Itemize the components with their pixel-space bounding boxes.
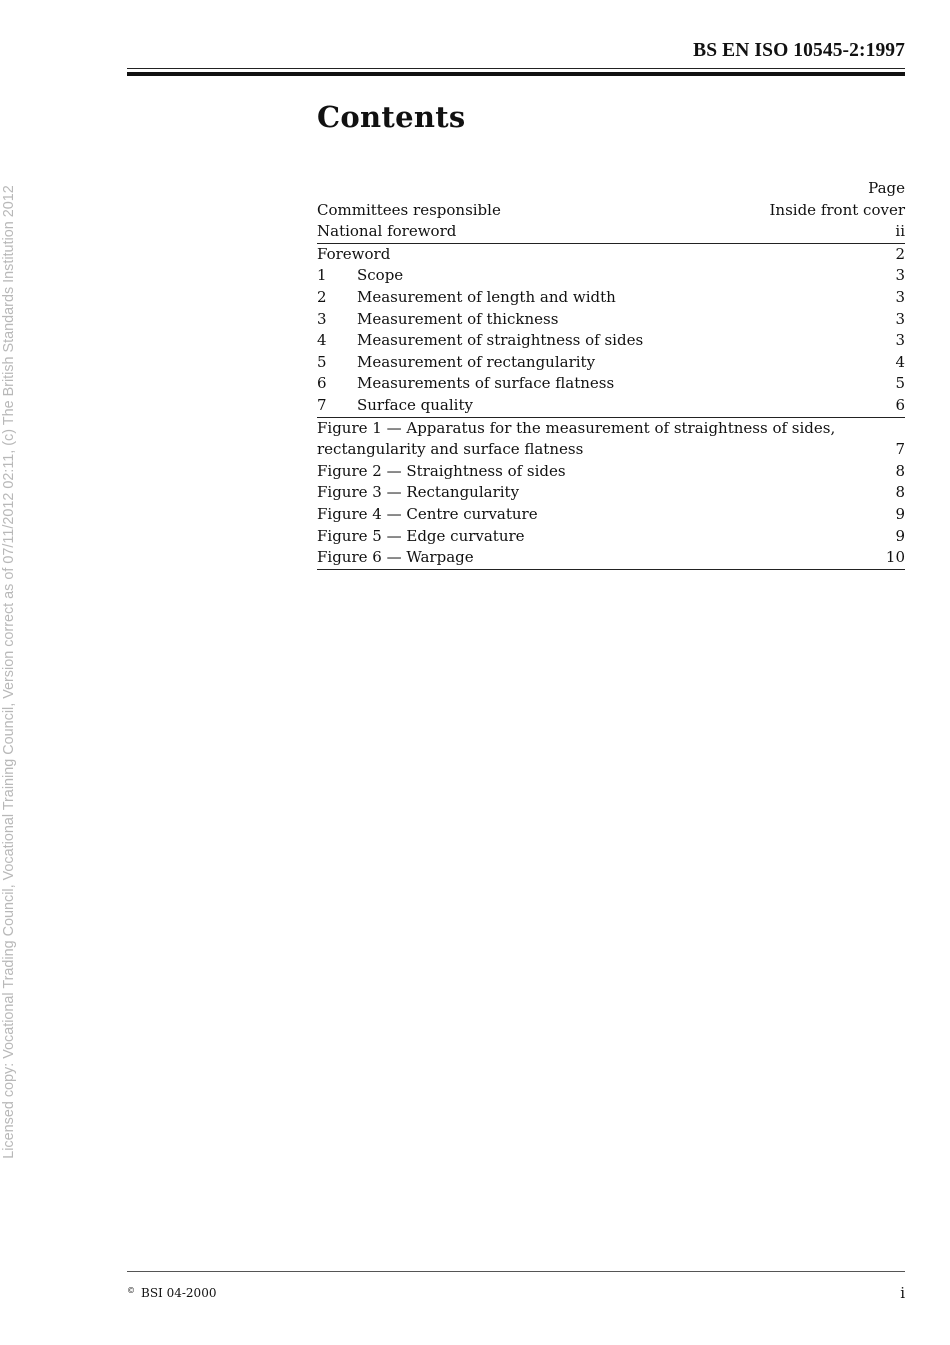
toc-entry-number: 2 (317, 287, 327, 306)
footer-copyright (127, 1286, 216, 1300)
license-watermark-text: Licensed copy: Vocational Trading Council, Vocational Training Council, Version correct as of 07/11/2012 02:11, (c) The British Standards Institution 2012 (1, 185, 17, 1159)
document-reference: BS EN ISO 10545-2:1997 (693, 40, 905, 61)
toc-figure-row[interactable] (317, 482, 905, 504)
toc-entry-label: Committees responsible (317, 200, 501, 219)
toc-figure-page: 10 (885, 548, 905, 567)
toc-row[interactable] (317, 287, 905, 309)
toc-entry-page: 3 (895, 331, 905, 350)
toc-entry-page: ii (895, 222, 905, 241)
toc-row[interactable] (317, 395, 905, 418)
toc-entry-label: Measurement of length and width (357, 287, 616, 306)
toc-entry-number: 1 (317, 266, 327, 285)
toc-figure-label: Figure 5 — Edge curvature (317, 526, 525, 545)
toc-row[interactable] (317, 352, 905, 374)
toc-page-heading: Page (868, 179, 905, 197)
toc-row[interactable] (317, 309, 905, 331)
toc-entry-label: Measurement of rectangularity (357, 352, 596, 371)
toc-figure-label: Figure 2 — Straightness of sides (317, 461, 566, 480)
toc-entry-label: Scope (357, 266, 404, 285)
toc-figure-row[interactable] (317, 504, 905, 526)
toc-figure-row[interactable] (317, 547, 905, 570)
toc-figure-label: Figure 1 — Apparatus for the measurement of straightness of sides, rectangularity and surface flatness (317, 418, 836, 459)
toc-figure-row[interactable] (317, 418, 905, 461)
toc-entry-label: Measurements of surface flatness (357, 374, 615, 393)
header-rule-thick (127, 72, 905, 76)
toc-entry-page: 3 (895, 309, 905, 328)
toc-figure-page: 8 (895, 483, 905, 502)
copyright-symbol: © (127, 1286, 135, 1295)
toc-entry-number: 5 (317, 352, 327, 371)
toc-figure-page: 9 (895, 526, 905, 545)
toc-row[interactable] (317, 244, 905, 266)
toc-entry-number: 6 (317, 374, 327, 393)
page-title: Contents (317, 100, 466, 134)
toc-row[interactable] (317, 221, 905, 244)
toc-figure-page: 8 (895, 461, 905, 480)
toc-figure-label: Figure 3 — Rectangularity (317, 483, 520, 502)
toc-entry-page: 6 (895, 395, 905, 414)
toc-figure-page: 9 (895, 504, 905, 523)
toc-entry-number: 3 (317, 309, 327, 328)
table-of-contents (317, 178, 905, 570)
toc-entry-page: 3 (895, 287, 905, 306)
toc-entry-page: Inside front cover (769, 200, 905, 219)
toc-entry-number: 4 (317, 331, 327, 350)
toc-entry-page: 5 (895, 374, 905, 393)
toc-entry-label: Measurement of straightness of sides (357, 331, 644, 350)
toc-figure-row[interactable] (317, 526, 905, 548)
header-rule-thin (127, 68, 905, 69)
toc-entry-label: Measurement of thickness (357, 309, 559, 328)
footer-publisher: BSI 04-2000 (141, 1286, 217, 1300)
license-watermark (0, 0, 20, 1345)
toc-entry-number: 7 (317, 395, 327, 414)
toc-entry-page: 2 (895, 244, 905, 263)
toc-entry-label: Foreword (317, 244, 391, 263)
toc-figure-label: Figure 4 — Centre curvature (317, 504, 538, 523)
toc-entry-page: 4 (895, 352, 905, 371)
toc-row[interactable] (317, 330, 905, 352)
toc-page-heading-row (317, 178, 905, 200)
toc-row[interactable] (317, 265, 905, 287)
toc-figure-page: 7 (895, 440, 905, 459)
toc-figure-row[interactable] (317, 461, 905, 483)
toc-row[interactable] (317, 373, 905, 395)
page-number: i (900, 1284, 905, 1302)
toc-entry-page: 3 (895, 266, 905, 285)
toc-entry-label: National foreword (317, 222, 457, 241)
footer-rule (127, 1271, 905, 1272)
toc-entry-label: Surface quality (357, 395, 473, 414)
toc-row[interactable] (317, 200, 905, 222)
toc-figure-label: Figure 6 — Warpage (317, 548, 474, 567)
